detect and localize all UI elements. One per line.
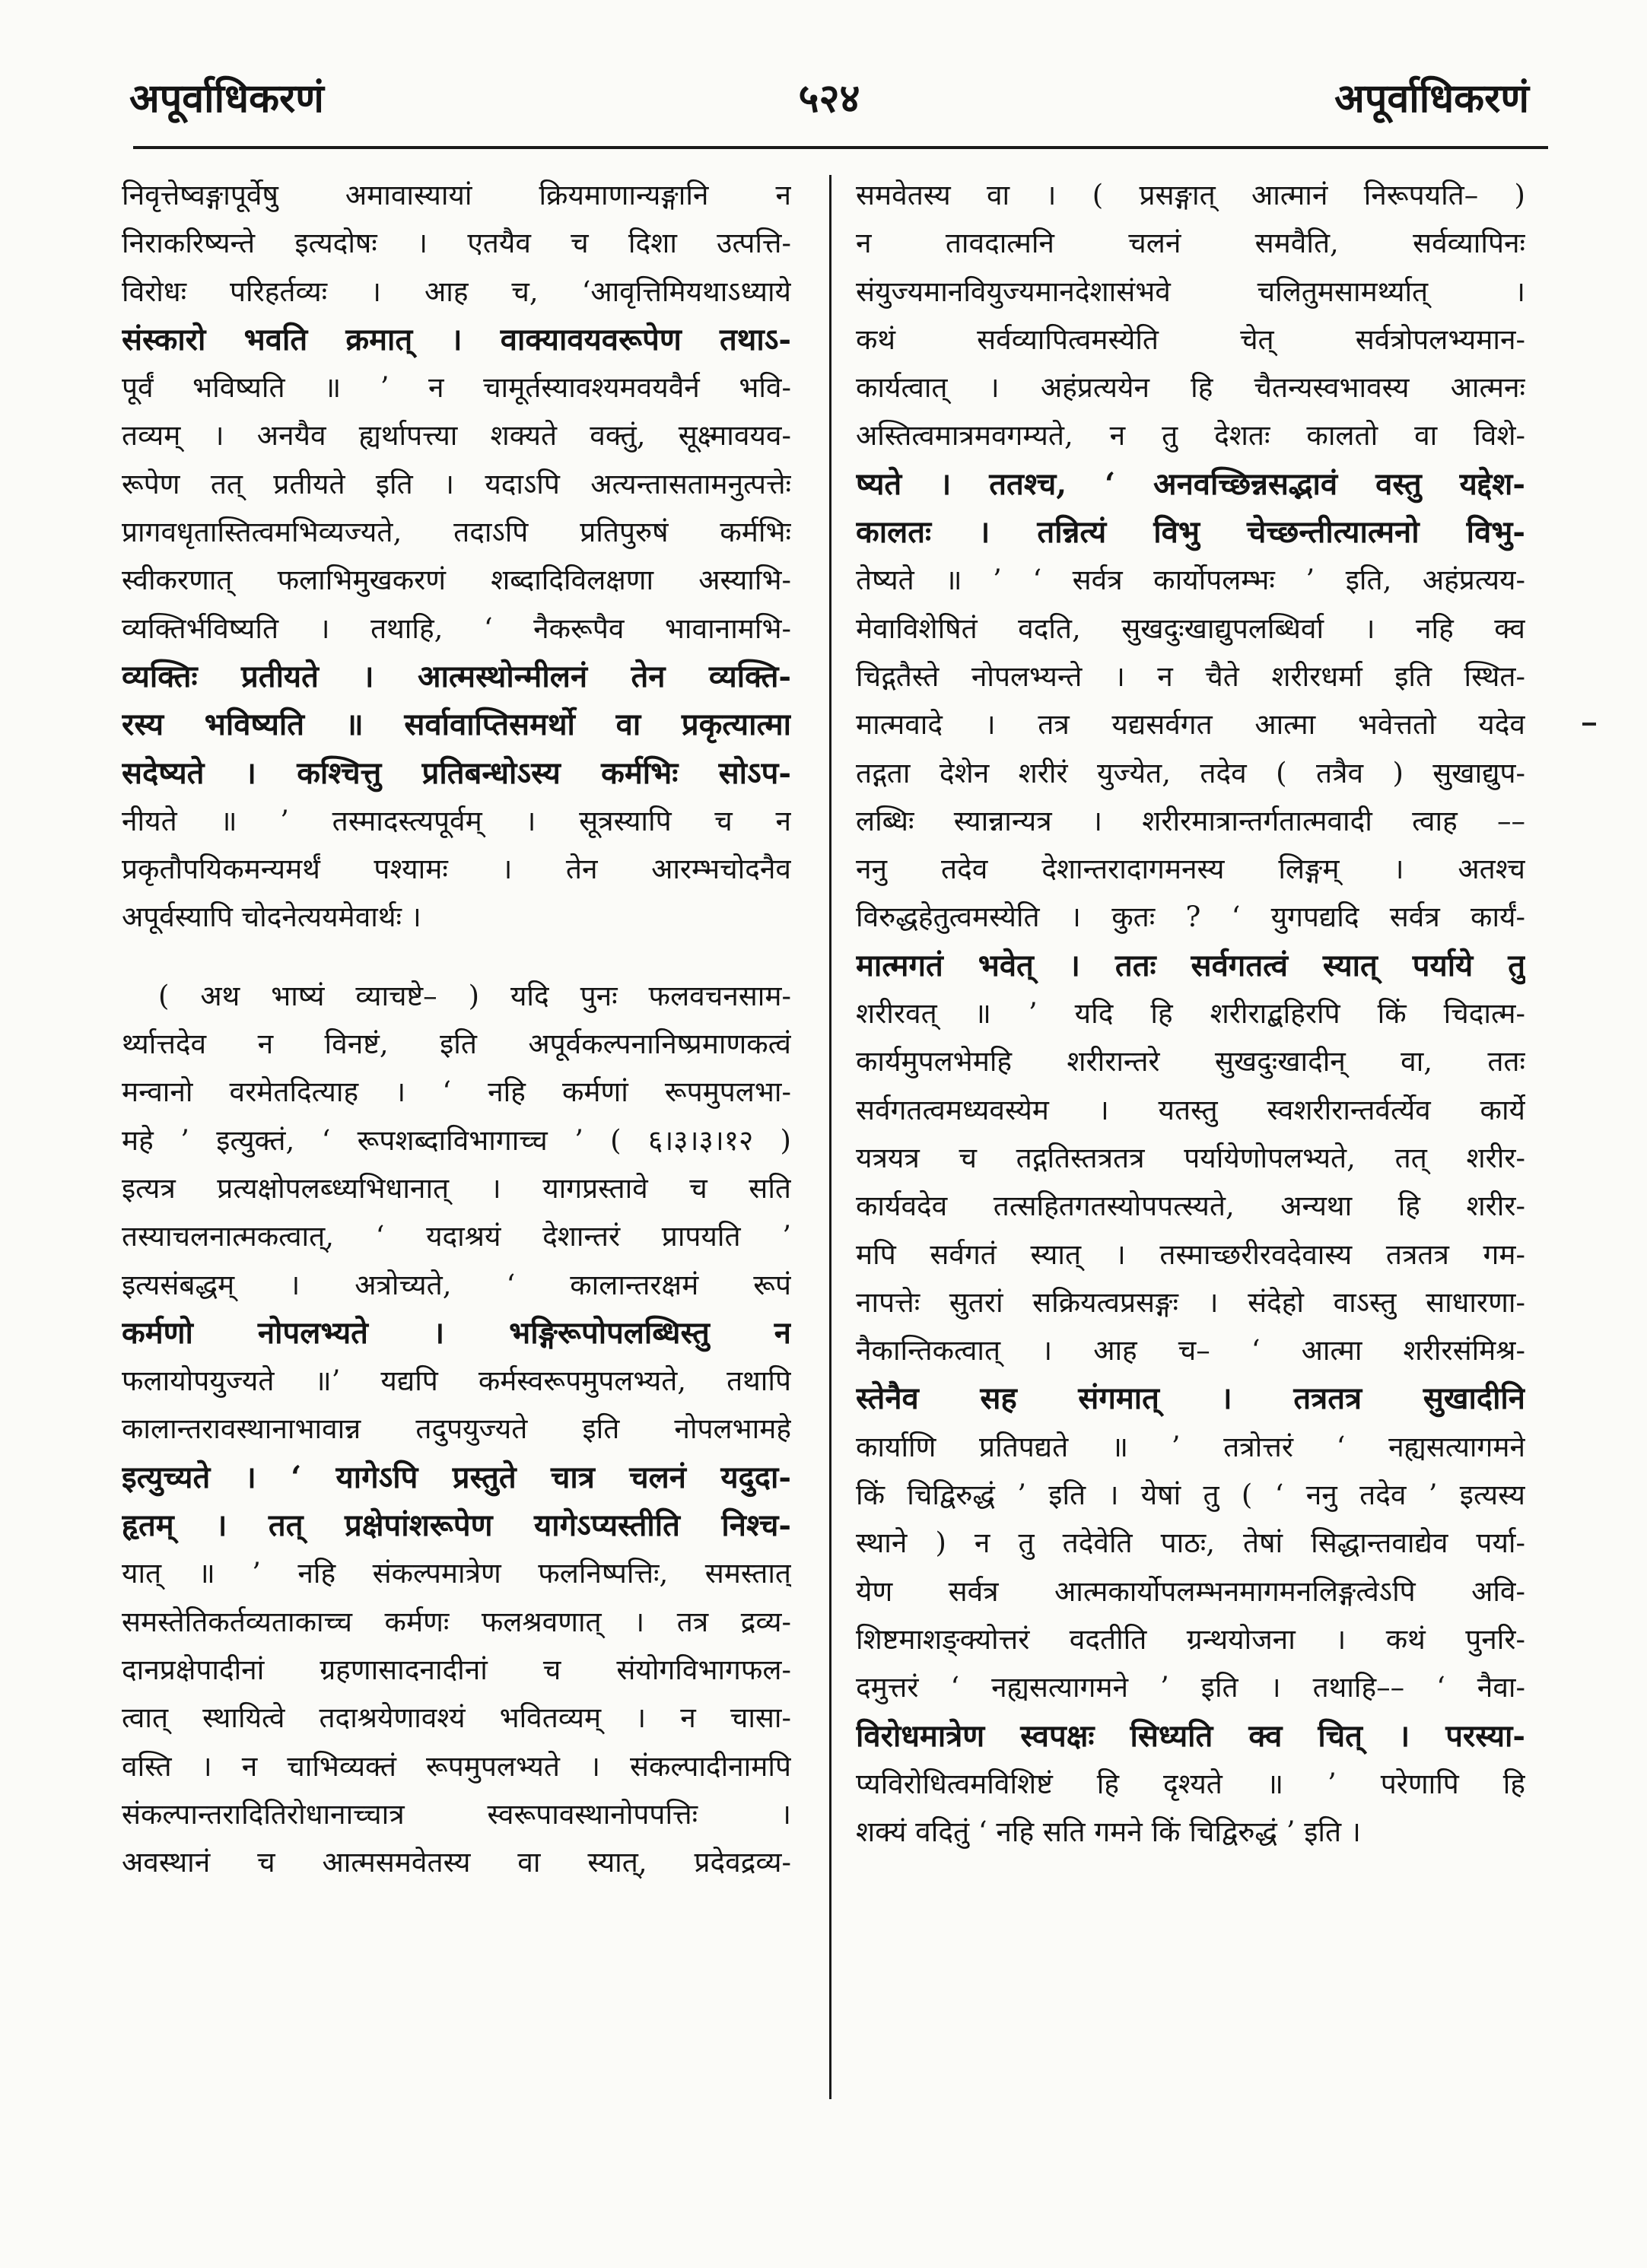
text-line: दमुत्तरं ‘ नह्यसत्यागमने ’ इति । तथाहि–– ‘ नैवा- <box>856 1671 1525 1704</box>
text-line: नापत्तेः सुतरां सक्रियत्वप्रसङ्गः । संदेहो वाऽस्तु साधारणा- <box>856 1285 1525 1319</box>
text-line: इत्युच्यते । ‘ यागेऽपि प्रस्तुते चात्र चलनं यदुदा- <box>122 1459 791 1495</box>
text-line: कर्मणो नोपलभ्यते । भङ्गिरूपोपलब्धिस्तु न <box>122 1314 791 1351</box>
text-line: अवस्थानं च आत्मसमवेतस्य वा स्यात्, प्रदेवद्रव्य- <box>122 1846 791 1879</box>
text-line: स्वीकरणात् फलाभिमुखकरणं शब्दादिविलक्षणा अस्याभि- <box>122 564 791 597</box>
text-line: अपूर्वस्यापि चोदनेत्ययमेवार्थः । <box>122 901 421 934</box>
text-line: ननु तदेव देशान्तरादागमनस्य लिङ्गम् । अतश्च <box>856 853 1525 886</box>
text-line: इत्यसंबद्धम् । अत्रोच्यते, ‘ कालान्तरक्षमं रूपं <box>122 1268 791 1301</box>
text-line: शिष्टमाशङ्क्योत्तरं वदतीति ग्रन्थयोजना । कथं पुनरि- <box>856 1622 1525 1656</box>
text-line: किं चिद्विरुद्धं ’ इति । येषां तु ( ‘ ननु तदेव ’ इत्यस्य <box>856 1479 1525 1512</box>
text-line: शक्यं वदितुं ‘ नहि सति गमने किं चिद्विरुद्धं ’ इति । <box>856 1815 1361 1849</box>
running-head <box>122 70 1537 131</box>
text-line: स्तेनैव सह संगमात् । तत्रतत्र सुखादीनि <box>856 1380 1525 1417</box>
text-line: तेष्यते ॥ ’ ‘ सर्वत्र कार्योपलम्भः ’ इति, अहंप्रत्यय- <box>856 564 1525 597</box>
text-line: यात् ॥ ’ नहि संकल्पमात्रेण फलनिष्पत्तिः, समस्तात् <box>122 1557 791 1590</box>
left-paragraph-2 <box>122 972 791 1887</box>
text-line: मन्वानो वरमेतदित्याह । ‘ नहि कर्मणां रूपमुपलभा- <box>122 1075 791 1109</box>
running-head-right: अपूर्वाधिकरणं <box>1334 75 1529 122</box>
text-line: कार्याणि प्रतिपद्यते ॥ ’ तत्रोत्तरं ‘ नह्यसत्यागमने <box>856 1430 1525 1463</box>
text-line: कालान्तरावस्थानाभावान्न तदुपयुज्यते इति नोपलभामहे <box>122 1412 791 1446</box>
text-line: प्यविरोधित्वमविशिष्टं हि दृश्यते ॥ ’ परेणापि हि <box>856 1767 1525 1800</box>
text-line: निराकरिष्यन्ते इत्यदोषः । एतयैव च दिशा उत्पत्ति- <box>122 227 791 260</box>
text-line: तव्यम् । अनयैव ह्यर्थापत्त्या शक्यते वक्तुं, सूक्ष्मावयव- <box>122 419 791 453</box>
text-line: नैकान्तिकत्वात् । आह च– ‘ आत्मा शरीरसंमिश्र- <box>856 1334 1525 1367</box>
text-line: सदेष्यते । कश्चित्तु प्रतिबन्धोऽस्य कर्मभिः सोऽप- <box>122 754 791 791</box>
text-line: कार्यत्वात् । अहंप्रत्ययेन हि चैतन्यस्वभावस्य आत्मनः <box>856 371 1525 405</box>
text-line: नीयते ॥ ’ तस्मादस्त्यपूर्वम् । सूत्रस्यापि च न <box>122 804 791 837</box>
text-line: न तावदात्मनि चलनं समवैति, सर्वव्यापिनः <box>856 227 1525 260</box>
text-line: समवेतस्य वा । ( प्रसङ्गात् आत्मानं निरूपयति– ) <box>856 179 1525 211</box>
text-line: चिद्गतैस्ते नोपलभ्यन्ते । न चैते शरीरधर्मा इति स्थित- <box>856 659 1525 693</box>
text-line: महे ’ इत्युक्तं, ‘ रूपशब्दाविभागाच्च ’ ( ६।३।३।१२ ) <box>122 1123 791 1157</box>
text-line: लब्धिः स्यान्नान्यत्र । शरीरमात्रान्तर्गतात्मवादी त्वाह –– <box>856 804 1525 837</box>
text-line: फलायोपयुज्यते ॥’ यद्यपि कर्मस्वरूपमुपलभ्यते, तथापि <box>122 1364 791 1398</box>
right-column <box>856 171 1525 2118</box>
text-line: मात्मगतं भवेत् । ततः सर्वगतत्वं स्यात् पर्याये तु <box>856 947 1525 983</box>
text-line: तस्याचलनात्मकत्वात्, ‘ यदाश्रयं देशान्तरं प्रापयति ’ <box>122 1220 791 1253</box>
text-line: त्वात् स्थायित्वे तदाश्रयेणावश्यं भवितव्यम् । न चासा- <box>122 1701 791 1735</box>
text-line: संयुज्यमानवियुज्यमानदेशासंभवे चलितुमसामर्थ्यात् । <box>856 275 1525 308</box>
text-line: संकल्पान्तरादितिरोधानाच्चात्र स्वरूपावस्थानोपपत्तिः । <box>122 1797 791 1831</box>
text-line: रूपेण तत् प्रतीयते इति । यदाऽपि अत्यन्तासतामनुत्पत्तेः <box>122 467 791 500</box>
text-line: कथं सर्वव्यापित्वमस्येति चेत् सर्वत्रोपलभ्यमान- <box>856 322 1525 356</box>
text-line: समस्तेतिकर्तव्यताकाच्च कर्मणः फलश्रवणात् । तत्र द्रव्य- <box>122 1605 791 1638</box>
text-line: विरोधमात्रेण स्वपक्षः सिध्यति क्व चित् । परस्या- <box>856 1717 1525 1754</box>
text-line: मेवाविशेषितं वदति, सुखदुःखाद्युपलब्धिर्वा । नहि क्व <box>856 611 1525 645</box>
text-line: मात्मवादे । तत्र यद्यसर्वगत आत्मा भवेत्ततो यदेव <box>856 708 1525 742</box>
text-line: ( अथ भाष्यं व्याचष्टे– ) यदि पुनः फलवचनसाम- <box>158 979 791 1012</box>
text-line: तद्गता देशेन शरीरं युज्येत, तदेव ( तत्रैव ) सुखाद्युप- <box>856 756 1525 789</box>
text-line: पूर्वं भविष्यति ॥ ’ न चामूर्तस्यावश्यमवयवैर्न भवि- <box>122 371 791 405</box>
text-line: ष्यते । ततश्च, ‘ अनवच्छिन्नसद्भावं वस्तु यद्देश- <box>856 465 1525 502</box>
text-line: विरोधः परिहर्तव्यः । आह च, ‘आवृत्तिमियथाऽध्याये <box>122 275 791 308</box>
text-line: मपि सर्वगतं स्यात् । तस्माच्छरीरवदेवास्य तत्रतत्र गम- <box>856 1237 1525 1271</box>
text-line: सर्वगतत्वमध्यवस्येम । यतस्तु स्वशरीरान्तर्वर्त्येव कार्ये <box>856 1093 1525 1126</box>
text-line: हृतम् । तत् प्रक्षेपांशरूपेण यागेऽप्यस्तीति निश्च- <box>122 1507 791 1544</box>
text-line: यत्रयत्र च तद्गतिस्तत्रतत्र पर्यायेणोपलभ्यते, तत् शरीर- <box>856 1141 1525 1174</box>
text-line: शरीरवत् ॥ ’ यदि हि शरीराद्बहिरपि किं चिदात्म- <box>856 997 1525 1031</box>
text-line: व्यक्तिः प्रतीयते । आत्मस्थोन्मीलनं तेन व्यक्ति- <box>122 658 791 694</box>
left-column <box>122 171 791 2118</box>
running-head-left: अपूर्वाधिकरणं <box>129 75 324 122</box>
text-line: इत्यत्र प्रत्यक्षोपलब्ध्यभिधानात् । यागप्रस्तावे च सति <box>122 1171 791 1205</box>
text-line: दानप्रक्षेपादीनां ग्रहणासादनादीनां च संयोगविभागफल- <box>122 1653 791 1686</box>
text-line: वस्ति । न चाभिव्यक्तं रूपमुपलभ्यते । संकल्पादीनामपि <box>122 1749 791 1783</box>
text-line: कार्यमुपलभेमहि शरीरान्तरे सुखदुःखादीन् वा, ततः <box>856 1045 1525 1078</box>
text-line: येण सर्वत्र आत्मकार्योपलम्भनमागमनलिङ्गत्वेऽपि अवि- <box>856 1574 1525 1608</box>
left-paragraph-1 <box>122 171 791 942</box>
page-number: ५२४ <box>798 75 860 122</box>
text-line: रस्य भविष्यति ॥ सर्वावाप्तिसमर्थो वा प्रकृत्यात्मा <box>122 707 791 743</box>
text-line: संस्कारो भवति क्रमात् । वाक्यावयवरूपेण तथाऽ- <box>122 321 791 357</box>
text-line: विरुद्धहेतुत्वमस्येति । कुतः ? ‘ युगपद्यदि सर्वत्र कार्यं- <box>856 901 1525 934</box>
text-line: प्रकृतौपयिकमन्यमर्थं पश्यामः । तेन आरम्भचोदनैव <box>122 853 791 886</box>
text-line: व्यक्तिर्भविष्यति । तथाहि, ‘ नैकरूपैव भावानामभि- <box>122 611 791 645</box>
text-line: प्रागवधृतास्तित्वमभिव्यज्यते, तदाऽपि प्रतिपुरुषं कर्मभिः <box>122 516 791 549</box>
header-rule <box>133 146 1548 149</box>
margin-dash-mark <box>1582 723 1596 726</box>
text-line: कालतः । तन्नित्यं विभु चेच्छन्तीत्यात्मनो विभु- <box>856 514 1525 551</box>
text-line: र्थ्यात्तदेव न विनष्टं, इति अपूर्वकल्पनानिष्प्रमाणकत्वं <box>122 1028 791 1061</box>
text-line: कार्यवदेव तत्सहितगतस्योपपत्स्यते, अन्यथा हि शरीर- <box>856 1190 1525 1223</box>
column-divider <box>829 175 831 2099</box>
text-line: अस्तित्वमात्रमवगम्यते, न तु देशतः कालतो वा विशे- <box>856 419 1525 453</box>
text-line: स्थाने ) न तु तदेवेति पाठः, तेषां सिद्धान्तवाद्येव पर्या- <box>856 1526 1525 1560</box>
text-line: निवृत्तेष्वङ्गापूर्वेषु अमावास्यायां क्रियमाणान्यङ्गानि न <box>122 179 791 211</box>
